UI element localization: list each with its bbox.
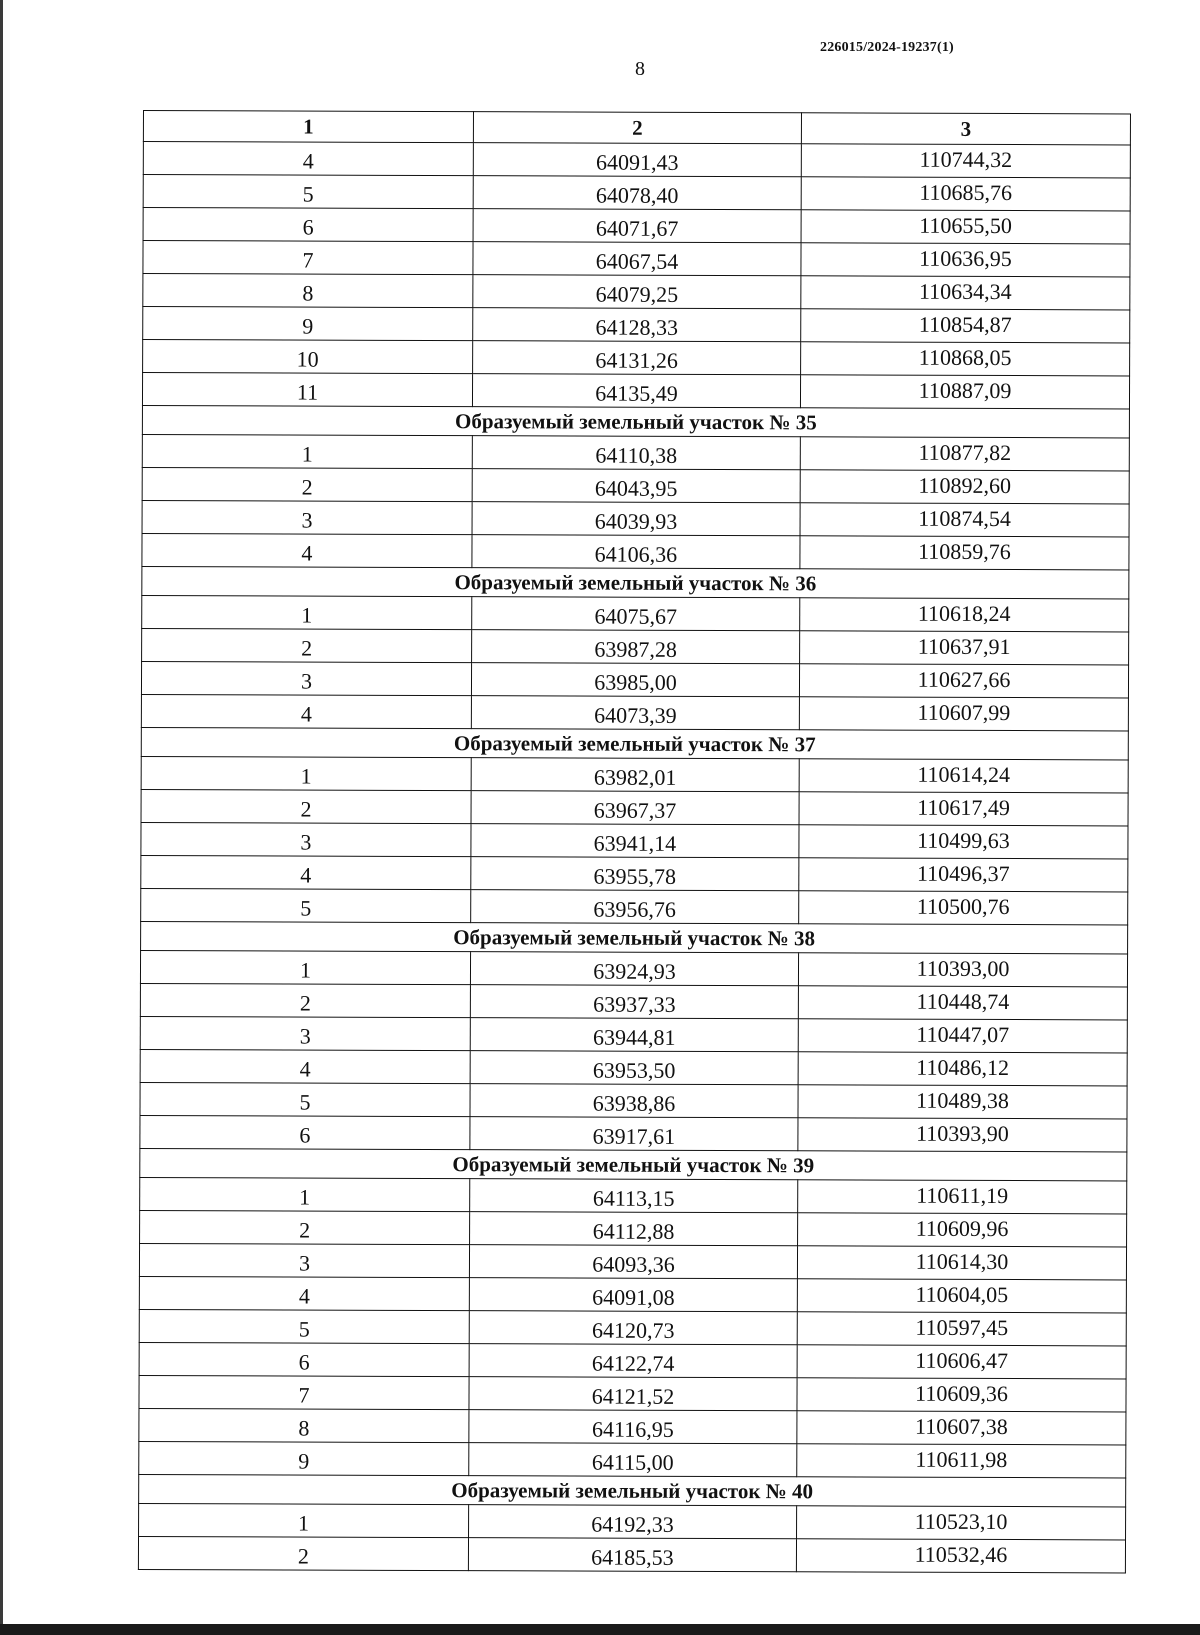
x-coordinate-cell: 63944,81: [470, 1018, 798, 1052]
point-number-cell: 4: [142, 533, 472, 567]
point-number-cell: 2: [140, 1210, 470, 1244]
y-coordinate-cell: 110448,74: [798, 986, 1127, 1020]
x-coordinate-cell: 64039,93: [472, 502, 800, 536]
scan-bottom-edge: [0, 1624, 1200, 1635]
x-coordinate-cell: 63937,33: [470, 985, 798, 1019]
section-title-row: [140, 1148, 1127, 1180]
point-number-cell: 7: [139, 1375, 469, 1409]
x-coordinate-cell: 64110,38: [472, 436, 800, 470]
y-coordinate-cell: 110636,95: [801, 243, 1130, 277]
table-row: [140, 950, 1127, 986]
point-number-cell: 3: [140, 1016, 470, 1050]
y-coordinate-cell: 110496,37: [799, 858, 1128, 892]
table-row: [140, 1115, 1127, 1151]
table-row: [139, 1503, 1126, 1539]
x-coordinate-cell: 64093,36: [469, 1245, 797, 1279]
table-row: [140, 1177, 1127, 1213]
coordinates-table-body: [138, 111, 1130, 1573]
x-coordinate-cell: 63956,76: [471, 890, 799, 924]
x-coordinate-cell: 63941,14: [471, 824, 799, 858]
y-coordinate-cell: 110447,07: [798, 1019, 1127, 1053]
x-coordinate-cell: 64106,36: [472, 535, 800, 569]
y-coordinate-cell: 110744,32: [801, 144, 1130, 178]
y-coordinate-cell: 110393,90: [798, 1118, 1127, 1152]
table-row: [141, 888, 1128, 924]
table-row: [142, 373, 1129, 409]
y-coordinate-cell: 110859,76: [800, 536, 1129, 570]
y-coordinate-cell: 110486,12: [798, 1052, 1127, 1086]
point-number-cell: 4: [141, 694, 471, 728]
section-title: Образуемый земельный участок № 39: [140, 1148, 1127, 1180]
x-coordinate-cell: 64116,95: [469, 1410, 797, 1444]
x-coordinate-cell: 64128,33: [473, 308, 801, 342]
table-row: [143, 340, 1130, 376]
table-row: [143, 307, 1130, 343]
table-row: [138, 1536, 1125, 1572]
point-number-cell: 2: [138, 1536, 468, 1570]
point-number-cell: 5: [143, 175, 473, 209]
table-row: [140, 1210, 1127, 1246]
section-title: Образуемый земельный участок № 36: [142, 566, 1129, 598]
y-coordinate-cell: 110499,63: [799, 825, 1128, 859]
coordinates-table: [138, 110, 1131, 1573]
point-number-cell: 3: [142, 500, 472, 534]
y-coordinate-cell: 110609,36: [797, 1378, 1126, 1412]
x-coordinate-cell: 64073,39: [471, 696, 799, 730]
point-number-cell: 3: [141, 822, 471, 856]
table-row: [139, 1342, 1126, 1378]
y-coordinate-cell: 110874,54: [800, 503, 1129, 537]
table-row: [143, 142, 1130, 178]
table-row: [142, 434, 1129, 470]
x-coordinate-cell: 63953,50: [470, 1051, 798, 1085]
y-coordinate-cell: 110606,47: [797, 1345, 1126, 1379]
y-coordinate-cell: 110609,96: [798, 1213, 1127, 1247]
point-number-cell: 6: [139, 1342, 469, 1376]
table-row: [141, 756, 1128, 792]
point-number-cell: 2: [141, 789, 471, 823]
point-number-cell: 6: [140, 1115, 470, 1149]
point-number-cell: 5: [140, 1082, 470, 1116]
column-header-2: 2: [473, 112, 801, 144]
section-title-row: [142, 566, 1129, 598]
x-coordinate-cell: 64078,40: [473, 176, 801, 210]
table-row: [141, 822, 1128, 858]
scan-left-edge: [0, 0, 3, 1635]
table-row: [139, 1375, 1126, 1411]
section-title: Образуемый земельный участок № 37: [141, 727, 1128, 759]
x-coordinate-cell: 63982,01: [471, 758, 799, 792]
x-coordinate-cell: 64122,74: [469, 1344, 797, 1378]
table-row: [140, 1049, 1127, 1085]
point-number-cell: 7: [143, 241, 473, 275]
coordinates-table-container: [138, 110, 1130, 1573]
x-coordinate-cell: 63924,93: [470, 952, 798, 986]
table-row: [140, 983, 1127, 1019]
x-coordinate-cell: 64091,43: [473, 143, 801, 177]
y-coordinate-cell: 110637,91: [800, 631, 1129, 665]
section-title-row: [141, 727, 1128, 759]
table-row: [140, 1082, 1127, 1118]
y-coordinate-cell: 110617,49: [799, 792, 1128, 826]
point-number-cell: 1: [142, 434, 472, 468]
point-number-cell: 4: [143, 142, 473, 176]
table-row: [139, 1408, 1126, 1444]
point-number-cell: 8: [143, 274, 473, 308]
point-number-cell: 1: [140, 1177, 470, 1211]
x-coordinate-cell: 64075,67: [472, 597, 800, 631]
x-coordinate-cell: 63917,61: [470, 1117, 798, 1151]
table-row: [139, 1441, 1126, 1477]
x-coordinate-cell: 64120,73: [469, 1311, 797, 1345]
y-coordinate-cell: 110854,87: [801, 309, 1130, 343]
section-title-row: [141, 921, 1128, 953]
y-coordinate-cell: 110892,60: [800, 470, 1129, 504]
table-row: [143, 274, 1130, 310]
table-row: [141, 855, 1128, 891]
point-number-cell: 4: [140, 1049, 470, 1083]
x-coordinate-cell: 64135,49: [472, 374, 800, 408]
x-coordinate-cell: 64113,15: [470, 1179, 798, 1213]
table-row: [142, 628, 1129, 664]
x-coordinate-cell: 63987,28: [472, 630, 800, 664]
table-row: [139, 1276, 1126, 1312]
column-header-3: 3: [801, 113, 1130, 145]
section-title: Образуемый земельный участок № 38: [141, 921, 1128, 953]
table-row: [143, 175, 1130, 211]
point-number-cell: 1: [140, 950, 470, 984]
x-coordinate-cell: 64043,95: [472, 469, 800, 503]
section-title: Образуемый земельный участок № 40: [139, 1474, 1126, 1506]
y-coordinate-cell: 110887,09: [800, 375, 1129, 409]
x-coordinate-cell: 64185,53: [468, 1538, 796, 1572]
table-row: [141, 789, 1128, 825]
y-coordinate-cell: 110393,00: [798, 953, 1127, 987]
x-coordinate-cell: 63967,37: [471, 791, 799, 825]
point-number-cell: 6: [143, 208, 473, 242]
table-row: [141, 694, 1128, 730]
y-coordinate-cell: 110655,50: [801, 210, 1130, 244]
point-number-cell: 2: [142, 467, 472, 501]
table-row: [139, 1243, 1126, 1279]
point-number-cell: 10: [143, 340, 473, 374]
x-coordinate-cell: 64131,26: [473, 341, 801, 375]
x-coordinate-cell: 64192,33: [469, 1505, 797, 1539]
table-header-row: [143, 111, 1130, 145]
point-number-cell: 5: [139, 1309, 469, 1343]
table-row: [140, 1016, 1127, 1052]
x-coordinate-cell: 64071,67: [473, 209, 801, 243]
x-coordinate-cell: 64115,00: [469, 1443, 797, 1477]
y-coordinate-cell: 110877,82: [800, 437, 1129, 471]
table-row: [143, 241, 1130, 277]
x-coordinate-cell: 64079,25: [473, 275, 801, 309]
x-coordinate-cell: 64112,88: [470, 1212, 798, 1246]
point-number-cell: 1: [139, 1503, 469, 1537]
y-coordinate-cell: 110614,30: [797, 1246, 1126, 1280]
point-number-cell: 9: [139, 1441, 469, 1475]
section-title: Образуемый земельный участок № 35: [142, 405, 1129, 437]
point-number-cell: 2: [142, 628, 472, 662]
x-coordinate-cell: 64067,54: [473, 242, 801, 276]
x-coordinate-cell: 63955,78: [471, 857, 799, 891]
point-number-cell: 11: [142, 373, 472, 407]
point-number-cell: 2: [140, 983, 470, 1017]
point-number-cell: 1: [142, 595, 472, 629]
table-row: [143, 208, 1130, 244]
page-number: 8: [635, 58, 645, 80]
y-coordinate-cell: 110532,46: [796, 1539, 1125, 1573]
column-header-1: 1: [143, 111, 473, 143]
x-coordinate-cell: 63985,00: [471, 663, 799, 697]
table-row: [142, 533, 1129, 569]
y-coordinate-cell: 110607,99: [799, 697, 1128, 731]
y-coordinate-cell: 110611,19: [798, 1180, 1127, 1214]
x-coordinate-cell: 64091,08: [469, 1278, 797, 1312]
y-coordinate-cell: 110685,76: [801, 177, 1130, 211]
y-coordinate-cell: 110523,10: [797, 1506, 1126, 1540]
y-coordinate-cell: 110607,38: [797, 1411, 1126, 1445]
y-coordinate-cell: 110611,98: [797, 1444, 1126, 1478]
table-row: [142, 595, 1129, 631]
table-row: [142, 500, 1129, 536]
table-row: [139, 1309, 1126, 1345]
point-number-cell: 1: [141, 756, 471, 790]
y-coordinate-cell: 110604,05: [797, 1279, 1126, 1313]
section-title-row: [139, 1474, 1126, 1506]
y-coordinate-cell: 110614,24: [799, 759, 1128, 793]
point-number-cell: 5: [141, 888, 471, 922]
point-number-cell: 4: [141, 855, 471, 889]
table-row: [142, 467, 1129, 503]
x-coordinate-cell: 64121,52: [469, 1377, 797, 1411]
y-coordinate-cell: 110627,66: [799, 664, 1128, 698]
y-coordinate-cell: 110868,05: [801, 342, 1130, 376]
point-number-cell: 3: [139, 1243, 469, 1277]
x-coordinate-cell: 63938,86: [470, 1084, 798, 1118]
point-number-cell: 9: [143, 307, 473, 341]
section-title-row: [142, 405, 1129, 437]
y-coordinate-cell: 110489,38: [798, 1085, 1127, 1119]
document-number: 226015/2024-19237(1): [820, 40, 954, 55]
y-coordinate-cell: 110634,34: [801, 276, 1130, 310]
y-coordinate-cell: 110500,76: [799, 891, 1128, 925]
y-coordinate-cell: 110597,45: [797, 1312, 1126, 1346]
table-row: [141, 661, 1128, 697]
point-number-cell: 4: [139, 1276, 469, 1310]
point-number-cell: 3: [141, 661, 471, 695]
y-coordinate-cell: 110618,24: [800, 598, 1129, 632]
point-number-cell: 8: [139, 1408, 469, 1442]
